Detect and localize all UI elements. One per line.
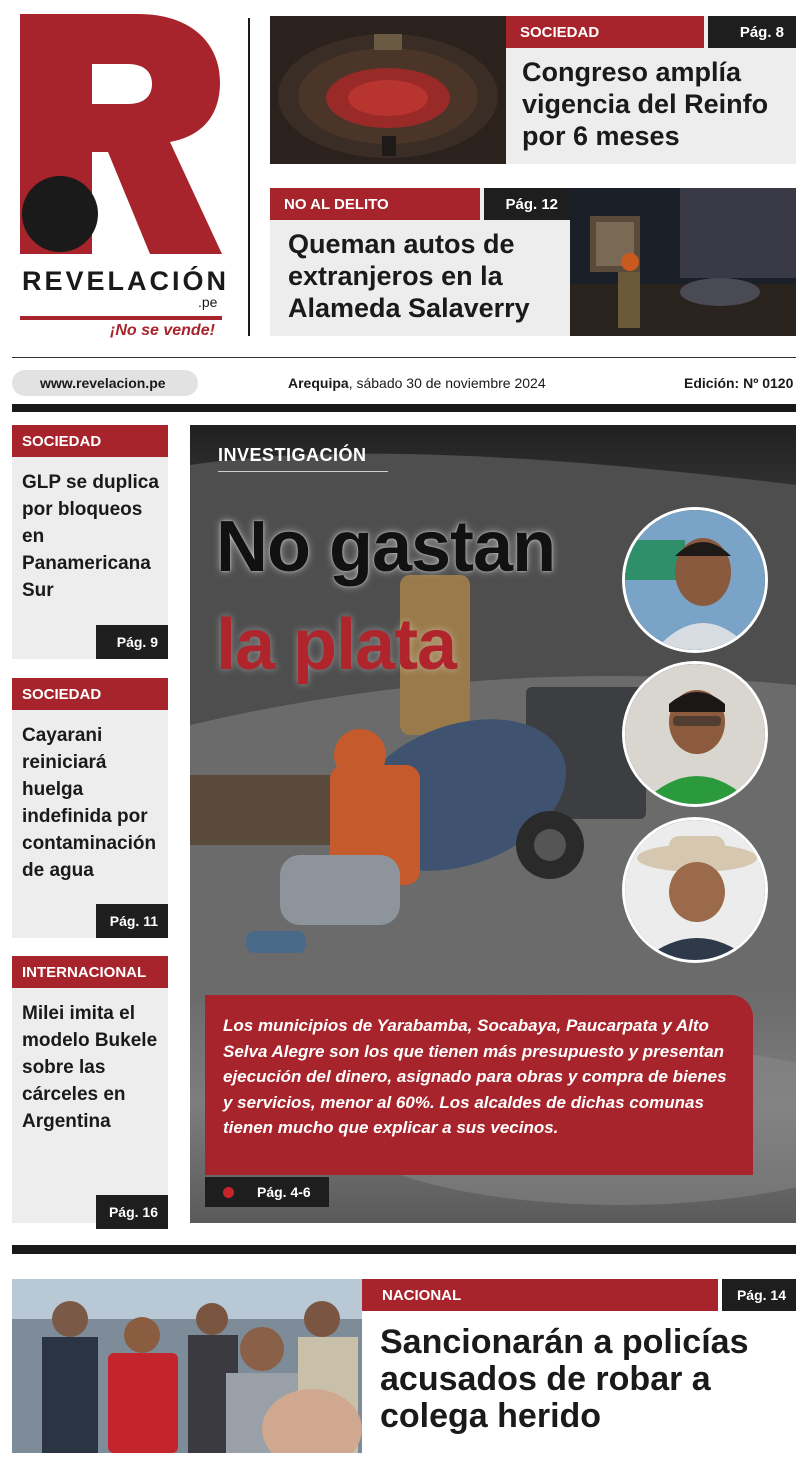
brand-domain-suffix: .pe	[198, 294, 218, 310]
top-story-alameda[interactable]	[270, 188, 796, 336]
bottom-section-rule	[12, 1245, 796, 1254]
slogan: ¡No se vende!	[110, 322, 215, 339]
police-officials-photo[interactable]	[12, 1279, 362, 1453]
top-story-congreso[interactable]	[270, 16, 796, 164]
feature-section: INVESTIGACIÓN	[218, 445, 367, 465]
sidebar-story-glp[interactable]	[12, 425, 168, 659]
top-story-1-page: Pág. 8	[708, 16, 796, 48]
burning-cars-photo	[570, 188, 796, 336]
mayor-portrait-2	[622, 661, 768, 807]
feature-headline-line1: No gastan	[216, 507, 556, 587]
info-bar-top-rule	[12, 357, 796, 358]
top-story-2-headline: Queman autos de extranjeros en la Alameda Salaverry	[288, 229, 530, 323]
top-story-2-page: Pág. 12	[484, 188, 570, 220]
feature-page-label: Pág. 4-6	[257, 1184, 311, 1200]
sidebar-story-2-section: SOCIEDAD	[12, 678, 168, 710]
sidebar-story-1-headline: GLP se duplica por bloqueos en Panamericana Sur	[22, 472, 159, 601]
dateline-city: Arequipa	[288, 375, 349, 391]
sidebar-story-cayarani[interactable]	[12, 678, 168, 938]
sidebar-story-3-headline: Milei imita el modelo Bukele sobre las cárceles en Argentina	[22, 1003, 158, 1132]
mayor-portrait-3	[622, 817, 768, 963]
red-dot-icon	[223, 1187, 234, 1198]
top-story-1-headline: Congreso amplía vigencia del Reinfo por 6 meses	[522, 57, 769, 151]
feature-page-ref	[205, 1177, 329, 1207]
sidebar-story-1-page: Pág. 9	[96, 625, 168, 659]
info-bar-bottom-rule	[12, 404, 796, 412]
mayor-3-photo	[625, 820, 765, 960]
congress-chamber-image	[270, 16, 506, 164]
mayor-2-photo	[625, 664, 765, 804]
dateline-date: , sábado 30 de noviembre 2024	[348, 375, 546, 391]
mayor-1-photo	[625, 510, 765, 650]
feature-summary: Los municipios de Yarabamba, Socabaya, Paucarpata y Alto Selva Alegre son los que tienen más presupuesto y presentan ejecución del dinero, asignado para obras y compra de bienes y servicios, menor al 60%. Los alcaldes de dichas comunas tienen mucho que explicar a sus vecinos.	[205, 995, 753, 1175]
logo-underline	[20, 316, 222, 320]
sidebar-story-2-page: Pág. 11	[96, 904, 168, 938]
dateline	[288, 375, 546, 391]
sidebar-story-3-section: INTERNACIONAL	[12, 956, 168, 988]
logo-r-mark	[20, 14, 222, 254]
edition-number: Edición: Nº 0120	[684, 375, 794, 391]
feature-story[interactable]	[190, 425, 796, 1223]
feature-headline-line2: la plata	[216, 605, 457, 685]
website-link[interactable]: www.revelacion.pe	[12, 370, 198, 396]
top-story-2-section: NO AL DELITO	[270, 188, 480, 220]
sidebar-story-3-page: Pág. 16	[96, 1195, 168, 1229]
sidebar-story-milei[interactable]	[12, 956, 168, 1223]
sidebar-story-1-section: SOCIEDAD	[12, 425, 168, 457]
masthead-logo[interactable]	[20, 14, 230, 344]
brand-name: REVELACIÓN	[22, 266, 230, 296]
night-street-image	[570, 188, 796, 336]
mayor-portrait-1	[622, 507, 768, 653]
feature-section-rule	[218, 471, 388, 472]
bottom-story-headline[interactable]: Sancionarán a policías acusados de robar a colega herido	[380, 1323, 749, 1435]
bottom-story-page: Pág. 14	[722, 1279, 796, 1311]
masthead-divider	[248, 18, 250, 336]
congress-photo	[270, 16, 506, 164]
top-story-1-section: SOCIEDAD	[506, 16, 704, 48]
police-group-image	[12, 1279, 362, 1453]
sidebar-story-2-headline: Cayarani reiniciará huelga indefinida por contaminación de agua	[22, 725, 157, 881]
bottom-story-section: NACIONAL	[362, 1279, 718, 1311]
